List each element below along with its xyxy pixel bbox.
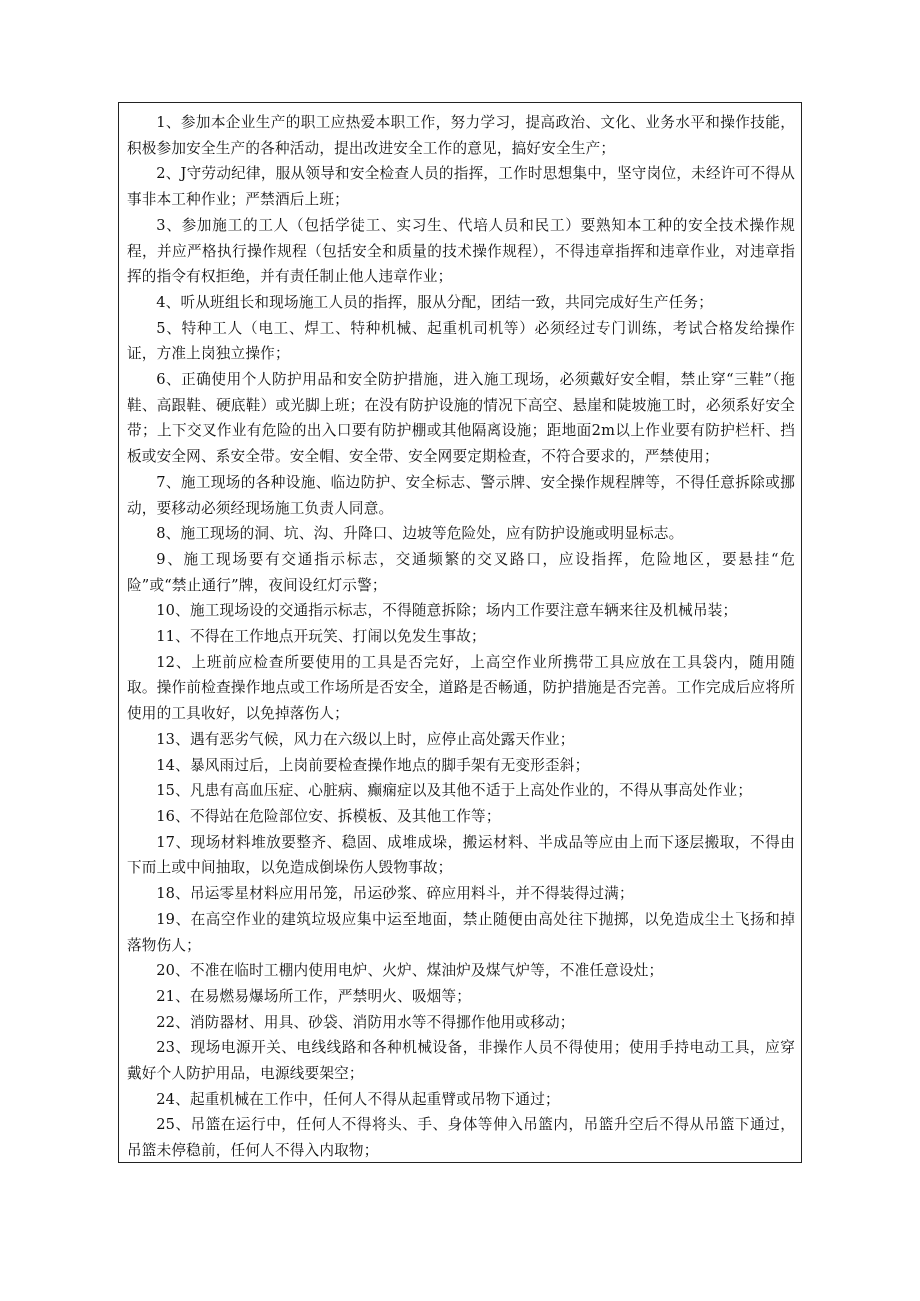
rule-item-8: 8、施工现场的洞、坑、沟、升降口、边坡等危险处，应有防护设施或明显标志。 bbox=[156, 525, 684, 543]
rule-item-3: 3、参加施工的工人（包括学徒工、实习生、代培人员和民工）要熟知本工种的安全技术操作规程，并应严格执行操作规程（包括安全和质量的技术操作规程），不得违章指挥和违章作业，对违章指挥的指令有权拒绝，并有责任制止他人违章作业； bbox=[127, 216, 795, 286]
rule-item-19: 19、在高空作业的建筑垃圾应集中运至地面，禁止随便由高处往下抛掷，以免造成尘土飞扬和掉落物伤人； bbox=[127, 910, 795, 954]
rule-item-20: 20、不准在临时工棚内使用电炉、火炉、煤油炉及煤气炉等，不准任意设灶； bbox=[156, 962, 664, 980]
rule-item-24: 24、起重机械在工作中，任何人不得从起重臂或吊物下通过； bbox=[156, 1090, 560, 1108]
rule-item-4: 4、听从班组长和现场施工人员的指挥，服从分配，团结一致，共同完成好生产任务； bbox=[156, 293, 714, 311]
rule-item-16: 16、不得站在危险部位安、拆模板、及其他工作等； bbox=[156, 807, 501, 825]
rule-item-13: 13、遇有恶劣气候，风力在六级以上时，应停止高处露天作业； bbox=[156, 730, 575, 748]
rule-item-22: 22、消防器材、用具、砂袋、消防用水等不得挪作他用或移动； bbox=[156, 1013, 575, 1031]
rule-item-23: 23、现场电源开关、电线线路和各种机械设备，非操作人员不得使用；使用手持电动工具，应穿戴好个人防护用品，电源线要架空； bbox=[127, 1039, 795, 1083]
rule-item-9: 9、施工现场要有交通指示标志，交通频繁的交叉路口，应设指挥，危险地区，要悬挂“危险”或“禁止通行”牌，夜间设红灯示警； bbox=[127, 550, 795, 594]
rule-item-11: 11、不得在工作地点开玩笑、打闹以免发生事故； bbox=[156, 628, 486, 646]
rule-item-12: 12、上班前应检查所要使用的工具是否完好，上高空作业所携带工具应放在工具袋内，随用随取。操作前检查操作地点或工作场所是否安全，道路是否畅通，防护措施是否完善。工作完成后应将所使用的工具收好，以免掉落伤人； bbox=[127, 653, 795, 723]
rule-item-1: 1、参加本企业生产的职工应热爱本职工作，努力学习，提高政治、文化、业务水平和操作技能，积极参加安全生产的各种活动，提出改进安全工作的意见，搞好安全生产； bbox=[127, 114, 795, 157]
document-frame bbox=[118, 102, 802, 1163]
rule-item-25: 25、吊篮在运行中，任何人不得将头、手、身体等伸入吊篮内，吊篮升空后不得从吊篮下通过，吊篮未停稳前，任何人不得入内取物； bbox=[127, 1116, 795, 1160]
rule-item-2: 2、J守劳动纪律，服从领导和安全检查人员的指挥，工作时思想集中，坚守岗位，未经许可不得从事非本工种作业；严禁酒后上班； bbox=[127, 165, 795, 209]
rule-item-6: 6、正确使用个人防护用品和安全防护措施，进入施工现场，必须戴好安全帽，禁止穿“三鞋”（拖鞋、高跟鞋、硬底鞋）或光脚上班；在没有防护设施的情况下高空、悬崖和陡坡施工时，必须系好安全带；上下交叉作业有危险的出入口要有防护棚或其他隔离设施；距地面2m以上作业要有防护栏杆、挡板或安全网、系安全带。安全帽、安全带、安全网要定期检查，不符合要求的，严禁使用； bbox=[127, 371, 795, 466]
rule-item-21: 21、在易燃易爆场所工作，严禁明火、吸烟等； bbox=[156, 987, 472, 1005]
rule-item-14: 14、暴风雨过后，上岗前要检查操作地点的脚手架有无变形歪斜； bbox=[156, 756, 590, 774]
rule-item-17: 17、现场材料堆放要整齐、稳固、成堆成垛，搬运材料、半成品等应由上而下逐层搬取，不得由下而上或中间抽取，以免造成倒垛伤人毁物事故； bbox=[127, 833, 795, 877]
rule-item-7: 7、施工现场的各种设施、临边防护、安全标志、警示牌、安全操作规程牌等，不得任意拆除或挪动，要移动必须经现场施工负责人同意。 bbox=[127, 473, 795, 517]
rule-item-5: 5、特种工人（电工、焊工、特种机械、起重机司机等）必须经过专门训练，考试合格发给操作证，方准上岗独立操作； bbox=[127, 319, 795, 363]
rule-item-15: 15、凡患有高血压症、心脏病、癫痫症以及其他不适于上高处作业的，不得从事高处作业； bbox=[156, 782, 753, 800]
rule-item-18: 18、吊运零星材料应用吊笼，吊运砂浆、碎应用料斗，并不得装得过满； bbox=[156, 885, 634, 903]
rule-item-10: 10、施工现场设的交通指示标志，不得随意拆除；场内工作要注意车辆来往及机械吊装； bbox=[156, 602, 738, 620]
